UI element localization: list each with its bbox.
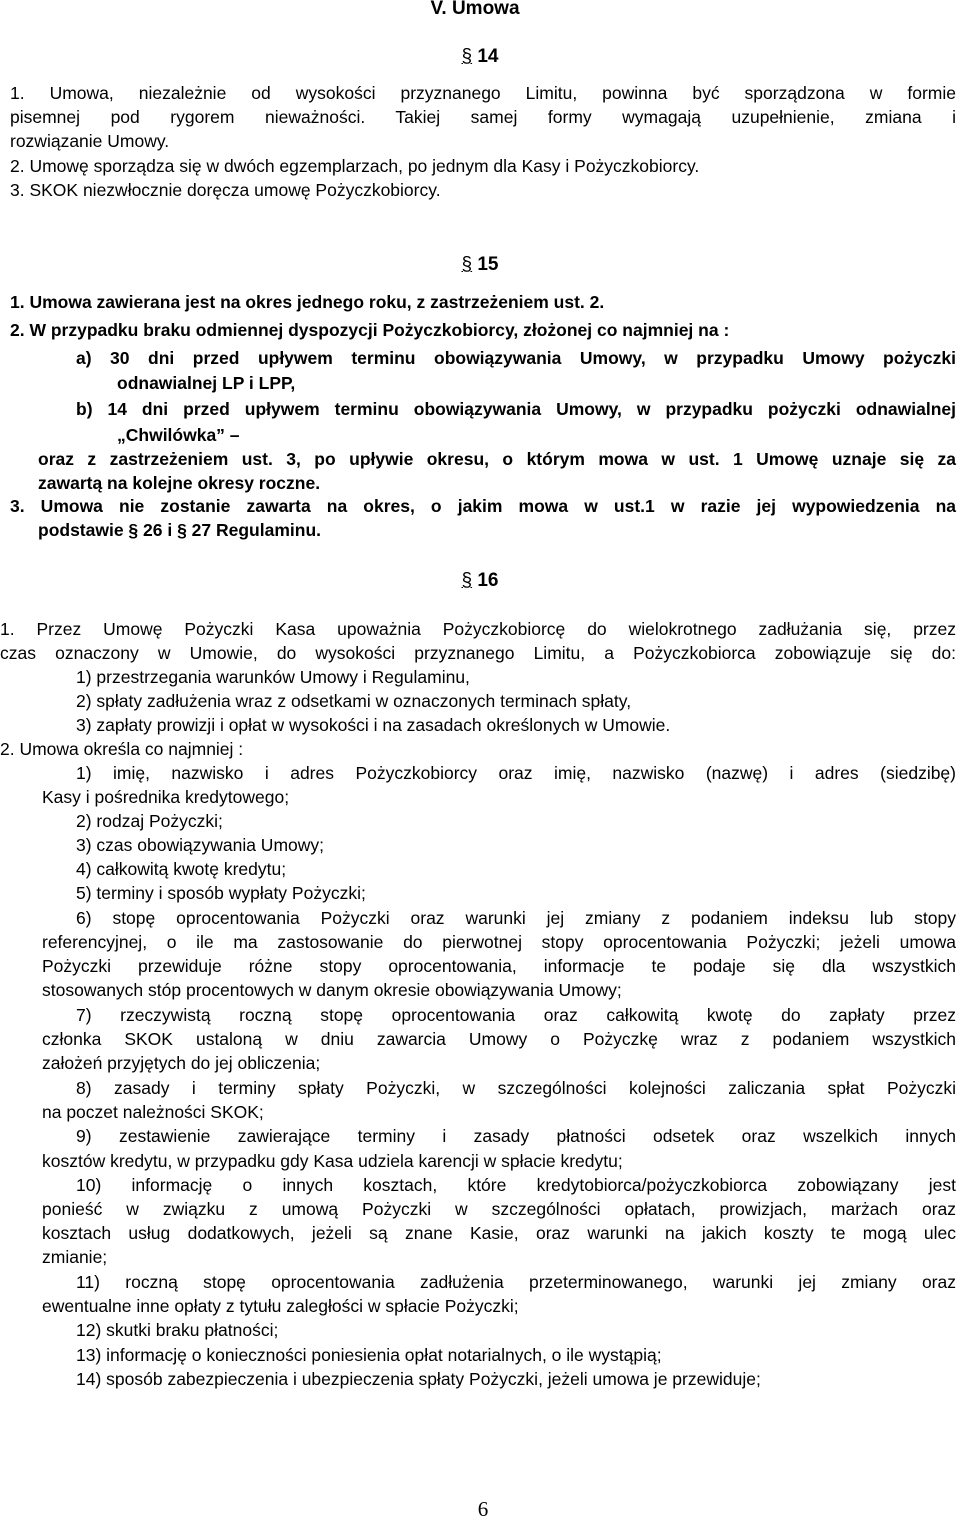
text-line: oraz z zastrzeżeniem ust. 3, po upływie okresu, o którym mowa w ust. 1 Umowę uznaje się za bbox=[38, 449, 956, 469]
text-line: 14) sposób zabezpieczenia i ubezpieczenia spłaty Pożyczki, jeżeli umowa je przewiduje; bbox=[76, 1369, 761, 1389]
text-line: 2. Umowa określa co najmniej : bbox=[0, 739, 244, 759]
text-line: na poczet należności SKOK; bbox=[42, 1102, 264, 1122]
page-number: 6 bbox=[477, 1497, 489, 1521]
text-line: referencyjnej, o ile ma zastosowanie do pierwotnej stopy oprocentowania Pożyczki; jeżeli umowa bbox=[42, 932, 956, 952]
text-line: 4) całkowitą kwotę kredytu; bbox=[76, 859, 287, 879]
text-line: a) 30 dni przed upływem terminu obowiązywania Umowy, w przypadku Umowy pożyczki bbox=[76, 348, 956, 368]
text-line: zmianie; bbox=[42, 1247, 108, 1267]
text-line: 12) skutki braku płatności; bbox=[76, 1320, 279, 1340]
section-number: 15 bbox=[477, 254, 499, 275]
text-line: 11) roczną stopę oprocentowania zadłużenia przeterminowanego, warunki jej zmiany oraz bbox=[76, 1272, 956, 1292]
text-line: rozwiązanie Umowy. bbox=[10, 131, 170, 151]
text-line: 2. Umowę sporządza się w dwóch egzemplarzach, po jednym dla Kasy i Pożyczkobiorcy. bbox=[10, 156, 700, 176]
text-line: odnawialnej LP i LPP, bbox=[117, 373, 296, 393]
text-line: 1. Przez Umowę Pożyczki Kasa upoważnia Pożyczkobiorcę do wielokrotnego zadłużania się, przez bbox=[0, 619, 956, 639]
text-line: ewentualne inne opłaty z tytułu zaległości w spłacie Pożyczki; bbox=[42, 1296, 519, 1316]
section-symbol: § bbox=[461, 46, 473, 67]
section-number: 16 bbox=[477, 570, 499, 591]
section-heading-16 bbox=[0, 569, 960, 593]
text-line: 3. SKOK niezwłocznie doręcza umowę Pożyczkobiorcy. bbox=[10, 180, 441, 200]
text-line: 7) rzeczywistą roczną stopę oprocentowania oraz całkowitą kwotę do zapłaty przez bbox=[76, 1005, 956, 1025]
text-line: 2. W przypadku braku odmiennej dyspozycji Pożyczkobiorcy, złożonej co najmniej na : bbox=[10, 320, 730, 340]
text-line: podstawie § 26 i § 27 Regulaminu. bbox=[38, 520, 322, 540]
text-line: 2) spłaty zadłużenia wraz z odsetkami w oznaczonych terminach spłaty, bbox=[76, 691, 632, 711]
text-line: Kasy i pośrednika kredytowego; bbox=[42, 787, 290, 807]
section-heading-14 bbox=[0, 45, 960, 69]
text-line: kosztach usług dodatkowych, jeżeli są znane Kasie, oraz warunki na jakich koszty te mogą ulec bbox=[42, 1223, 956, 1243]
text-line: pisemnej pod rygorem nieważności. Takiej samej formy wymagają uzupełnienie, zmiana i bbox=[10, 107, 956, 127]
text-line: b) 14 dni przed upływem terminu obowiązywania Umowy, w przypadku pożyczki odnawialnej bbox=[76, 399, 956, 419]
text-line: 2) rodzaj Pożyczki; bbox=[76, 811, 223, 831]
text-line: 1) imię, nazwisko i adres Pożyczkobiorcy oraz imię, nazwisko (nazwę) i adres (siedzibę) bbox=[76, 763, 956, 783]
text-line: 5) terminy i sposób wypłaty Pożyczki; bbox=[76, 883, 366, 903]
section-heading-15 bbox=[0, 253, 960, 277]
text-line: Pożyczki przewiduje różne stopy oprocentowania, informacje te podaje się dla wszystkich bbox=[42, 956, 956, 976]
text-line: 3. Umowa nie zostanie zawarta na okres, o jakim mowa w ust.1 w razie jej wypowiedzenia na bbox=[10, 496, 956, 516]
text-line: 10) informację o innych kosztach, które kredytobiorca/pożyczkobiorca zobowiązany jest bbox=[76, 1175, 956, 1195]
text-line: 3) zapłaty prowizji i opłat w wysokości i na zasadach określonych w Umowie. bbox=[76, 715, 671, 735]
text-line: zawartą na kolejne okresy roczne. bbox=[38, 473, 321, 493]
text-line: 1. Umowa zawierana jest na okres jednego roku, z zastrzeżeniem ust. 2. bbox=[10, 292, 605, 312]
text-line: stosowanych stóp procentowych w danym okresie obowiązywania Umowy; bbox=[42, 980, 622, 1000]
text-line: 8) zasady i terminy spłaty Pożyczki, w szczególności kolejności zaliczania spłat Pożyczki bbox=[76, 1078, 956, 1098]
text-line: ponieść w związku z umową Pożyczki w szczególności opłatach, prowizjach, marżach oraz bbox=[42, 1199, 956, 1219]
text-line: kosztów kredytu, w przypadku gdy Kasa udziela karencji w spłacie kredytu; bbox=[42, 1151, 623, 1171]
text-line: członka SKOK ustaloną w dniu zawarcia Umowy o Pożyczkę wraz z podaniem wszystkich bbox=[42, 1029, 956, 1049]
text-line: 6) stopę oprocentowania Pożyczki oraz warunki jej zmiany z podaniem indeksu lub stopy bbox=[76, 908, 956, 928]
text-line: 1. Umowa, niezależnie od wysokości przyznanego Limitu, powinna być sporządzona w formie bbox=[10, 83, 956, 103]
text-line: 3) czas obowiązywania Umowy; bbox=[76, 835, 325, 855]
section-symbol: § bbox=[461, 570, 473, 591]
section-symbol: § bbox=[461, 254, 473, 275]
text-line: 9) zestawienie zawierające terminy i zasady płatności odsetek oraz wszelkich innych bbox=[76, 1126, 956, 1146]
chapter-title: V. Umowa bbox=[430, 0, 520, 19]
text-line: 1) przestrzegania warunków Umowy i Regulaminu, bbox=[76, 667, 470, 687]
text-line: „Chwilówka” – bbox=[117, 425, 240, 445]
section-number: 14 bbox=[477, 46, 499, 67]
text-line: założeń przyjętych do jej obliczenia; bbox=[42, 1053, 321, 1073]
text-line: 13) informację o konieczności poniesienia opłat notarialnych, o ile wystąpią; bbox=[76, 1345, 662, 1365]
text-line: czas oznaczony w Umowie, do wysokości przyznanego Limitu, a Pożyczkobiorca zobowiązuje się do: bbox=[0, 643, 956, 663]
